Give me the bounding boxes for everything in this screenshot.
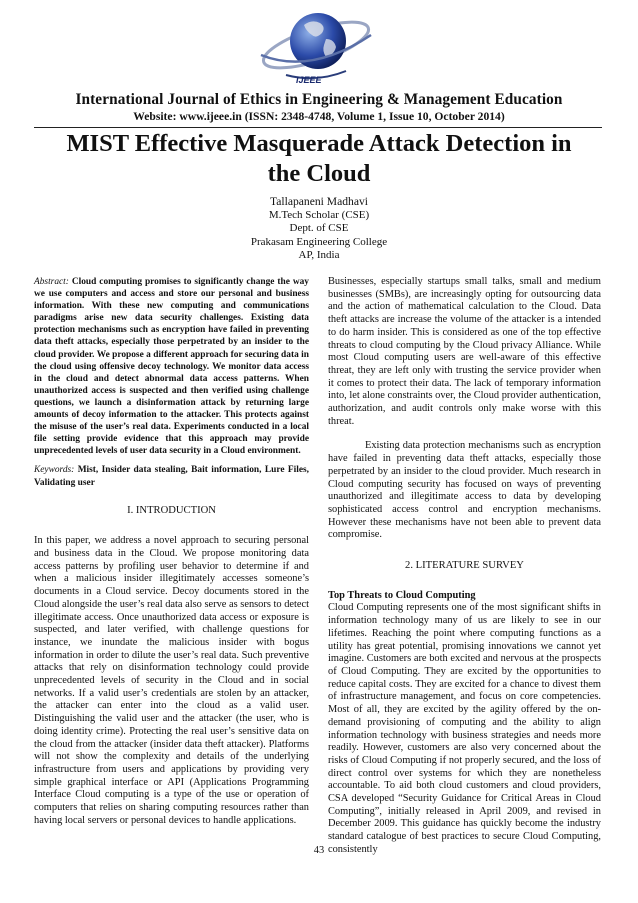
author-block bbox=[0, 195, 638, 263]
body-paragraph-2: Existing data protection mechanisms such as encryption have failed in preventing data theft attacks, especially those perpetrated by an insider to the cloud provider. Much research in Cloud computing security has focused on ways of preventing unauthorized and illegitimate access to data by developing sophisticated access control and encryption mechanisms. However these mechanisms have not been able to prevent data compromise. bbox=[328, 440, 601, 541]
body-paragraph-1: Businesses, especially startups small talks, small and medium businesses (SMBs), are increasingly opting for outsourcing data and the action of mathematical calculation to the Cloud. Data theft attacks are increase the volume of the attacker is a intended to do harm insider. This is considered as one of the top effective threats to cloud computing by the Cloud privacy Alliance. While most Cloud computing users are well-aware of this effective threat, they are left only with trusting the service provider when it comes to protect their data. The lack of temporary information into, let alone constraints over, the Cloud provider authentication, authorization, and audit controls only make worse with this threat. bbox=[328, 276, 601, 427]
literature-survey-heading: 2. LITERATURE SURVEY bbox=[405, 560, 524, 572]
introduction-text: In this paper, we address a novel approach to securing personal and business data in the Cloud. We propose monitoring data access patterns by profiling user behavior to determine if and when a malicious insider illegitimately accesses someone’s documents in a Cloud service. Decoy documents stored in the Cloud alongside the user’s real data also serve as sensors to detect illegitimate access. Once unauthorized data access or exposure is suspected, and later verified, with challenge questions for instance, we inundate the malicious insider with bogus information in order to dilute the user’s real data. Such preventive attacks that rely on disinformation technology could provide unprecedented levels of security in the Cloud and in social networks. If a valid user’s credentials are stolen by an attacker, the attacker can enter into the cloud as a valid user. Distinguishing the valid user and the attacker (the user, who is doing identity crime). Protecting the real user’s sensitive data on the cloud from the attacker (insider data theft attacker). Platforms will not show the complexity and details of the underlying infrastructure from users and applications by providing very simple graphical interface or API (Applications Programming Interface Cloud computing is a type of the use or operation of computers that relies on sharing computing resources rather than having local servers or personal devices to handle applications. bbox=[34, 535, 309, 826]
left-column bbox=[34, 276, 309, 827]
keywords-label: Keywords: bbox=[34, 465, 75, 476]
header-rule bbox=[34, 127, 602, 128]
paper-title-line-2: the Cloud bbox=[267, 160, 371, 187]
keywords-text: Mist, Insider data stealing, Bait information, Lure Files, Validating user bbox=[34, 465, 309, 488]
page-number: 43 bbox=[313, 845, 325, 856]
body-paragraph-3: Cloud Computing represents one of the most significant shifts in information technology many of us are likely to see in our lifetimes. Reaching the point where computing functions as a utility has great potential, promising innovations we cannot yet imagine. Customers are both excited and nervous at the prospects of Cloud Computing. They are excited by the opportunities to reduce capital costs. They are excited for a chance to divest them of infrastructure management, and focus on core competencies. Most of all, they are excited by the agility offered by the on-demand provisioning of computing and the ability to align information technology with business strategies and needs more readily. However, customers are also very concerned about the risks of Cloud Computing if not properly secured, and the loss of direct control over systems for which they are nonetheless accountable. To aid both cloud customers and cloud providers, CSA developed “Security Guidance for Critical Areas in Cloud Computing”, initially released in April 2009, and revised in December 2009. This guidance has quickly become the industry standard catalogue of best practices to secure Cloud Computing, consistently bbox=[328, 602, 601, 855]
abstract-text: Cloud computing promises to significantly change the way we use computers and access and store our personal and business information. With these new computing and communications paradigms arise new data security challenges. Existing data protection mechanisms such as encryption have failed in preventing data theft attacks, especially those perpetrated by an insider to the cloud provider. We propose a different approach for securing data in the cloud using offensive decoy technology. We monitor data access in the cloud and detect abnormal data access patterns. When unauthorized access is suspected and then verified using challenge questions, we launch a disinformation attack by returning large amounts of decoy information to the attacker. This protects against the misuse of the user’s real data. Experiments conducted in a local file setting provide evidence that this approach may provide unprecedented levels of user data security in a Cloud environment. bbox=[34, 277, 309, 457]
author-location: AP, India bbox=[298, 249, 340, 262]
abstract-label: Abstract: bbox=[34, 277, 69, 287]
journal-title: International Journal of Ethics in Engineering & Management Education bbox=[75, 91, 563, 108]
paper-title bbox=[30, 129, 608, 189]
author-role: M.Tech Scholar (CSE) bbox=[268, 208, 370, 221]
logo-text: IJEEE bbox=[296, 75, 322, 85]
abstract bbox=[34, 276, 309, 457]
right-column bbox=[328, 276, 601, 857]
journal-website: Website: www.ijeee.in (ISSN: 2348-4748, Volume 1, Issue 10, October 2014) bbox=[133, 110, 505, 123]
author-name: Tallapaneni Madhavi bbox=[269, 195, 369, 208]
introduction-heading: I. INTRODUCTION bbox=[127, 504, 216, 516]
author-dept: Dept. of CSE bbox=[289, 222, 349, 235]
keywords bbox=[34, 464, 309, 488]
subheading-top-threats: Top Threats to Cloud Computing bbox=[328, 589, 476, 601]
author-college: Prakasam Engineering College bbox=[250, 235, 388, 248]
paper-title-line-1: MIST Effective Masquerade Attack Detection in bbox=[66, 130, 572, 157]
